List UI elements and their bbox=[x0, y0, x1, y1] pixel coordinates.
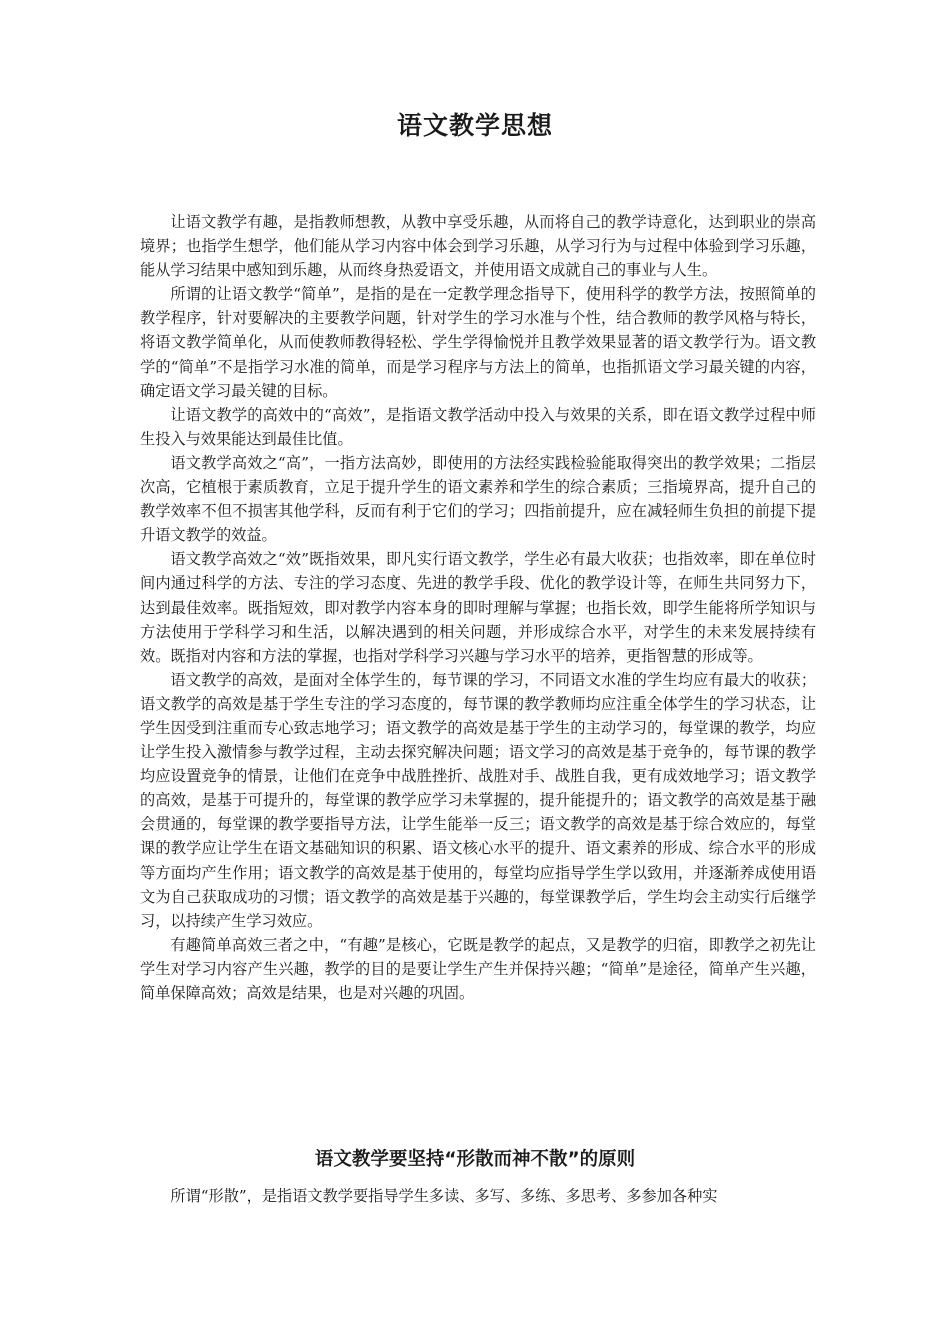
document-body bbox=[140, 210, 816, 1005]
paragraph: 让语文教学的高效中的“高效”，是指语文教学活动中投入与效果的关系，即在语文教学过程中师生投入与效果能达到最佳比值。 bbox=[140, 405, 816, 448]
section-body bbox=[140, 1184, 816, 1208]
paragraph: 所谓“形散”，是指语文教学要指导学生多读、多写、多练、多思考、多参加各种实 bbox=[170, 1187, 718, 1205]
paragraph: 语文教学高效之“效”既指效果，即凡实行语文教学，学生必有最大收获；也指效率，即在单位时间内通过科学的方法、专注的学习态度、先进的教学手段、优化的教学设计等，在师生共同努力下，达到最佳效率。既指短效，即对教学内容本身的即时理解与掌握；也指长效，即学生能将所学知识与方法使用于学科学习和生活，以解决遇到的相关问题，并形成综合水平，对学生的未来发展持续有效。既指对内容和方法的掌握，也指对学科学习兴趣与学习水平的培养，更指智慧的形成等。 bbox=[140, 550, 816, 665]
paragraph: 语文教学的高效，是面对全体学生的，每节课的学习，不同语文水准的学生均应有最大的收获；语文教学的高效是基于学生专注的学习态度的，每节课的教学教师均应注重全体学生的学习状态，让学生因受到注重而专心致志地学习；语文教学的高效是基于学生的主动学习的，每堂课的教学，均应让学生投入激情参与教学过程，主动去探究解决问题；语文学习的高效是基于竞争的，每节课的教学均应设置竞争的情景，让他们在竞争中战胜挫折、战胜对手、战胜自我，更有成效地学习；语文教学的高效，是基于可提升的，每堂课的教学应学习未掌握的，提升能提升的；语文教学的高效是基于融会贯通的，每堂课的教学要指导方法，让学生能举一反三；语文教学的高效是基于综合效应的，每堂课的教学应让学生在语文基础知识的积累、语文核心水平的提升、语文素养的形成、综合水平的形成等方面均产生作用；语文教学的高效是基于使用的，每堂均应指导学生学以致用，并逐渐养成使用语文为自己获取成功的习惯；语文教学的高效是基于兴趣的，每堂课教学后，学生均会主动实行后继学习，以持续产生学习效应。 bbox=[140, 670, 816, 930]
paragraph: 所谓的让语文教学“简单”，是指的是在一定教学理念指导下，使用科学的教学方法，按照简单的教学程序，针对要解决的主要教学问题，针对学生的学习水准与个性，结合教师的教学风格与特长，将语文教学简单化，从而使教师教得轻松、学生学得愉悦并且教学效果显著的语文教学行为。语文教学的“简单”不是指学习水准的简单，而是学习程序与方法上的简单，也指抓语文学习最关键的内容，确定语文学习最关键的目标。 bbox=[140, 285, 816, 400]
paragraph: 有趣简单高效三者之中，“有趣”是核心，它既是教学的起点，又是教学的归宿，即教学之初先让学生对学习内容产生兴趣，教学的目的是要让学生产生并保持兴趣；“简单”是途径，简单产生兴趣，简单保障高效；高效是结果，也是对兴趣的巩固。 bbox=[140, 935, 816, 1002]
document-title: 语文教学思想 bbox=[396, 111, 553, 140]
paragraph: 让语文教学有趣，是指教师想教，从教中享受乐趣，从而将自己的教学诗意化，达到职业的崇高境界；也指学生想学，他们能从学习内容中体会到学习乐趣，从学习行为与过程中体验到学习乐趣，能从学习结果中感知到乐趣，从而终身热爱语文，并使用语文成就自己的事业与人生。 bbox=[140, 213, 816, 280]
paragraph: 语文教学高效之“高”，一指方法高妙，即使用的方法经实践检验能取得突出的教学效果；二指层次高，它植根于素质教育，立足于提升学生的语文素养和学生的综合素质；三指境界高，提升自己的教学效率不但不损害其他学科，反而有利于它们的学习；四指前提升，应在减轻师生负担的前提下提升语文教学的效益。 bbox=[140, 453, 816, 545]
section-heading: 语文教学要坚持“形散而神不散”的原则 bbox=[314, 1149, 636, 1170]
